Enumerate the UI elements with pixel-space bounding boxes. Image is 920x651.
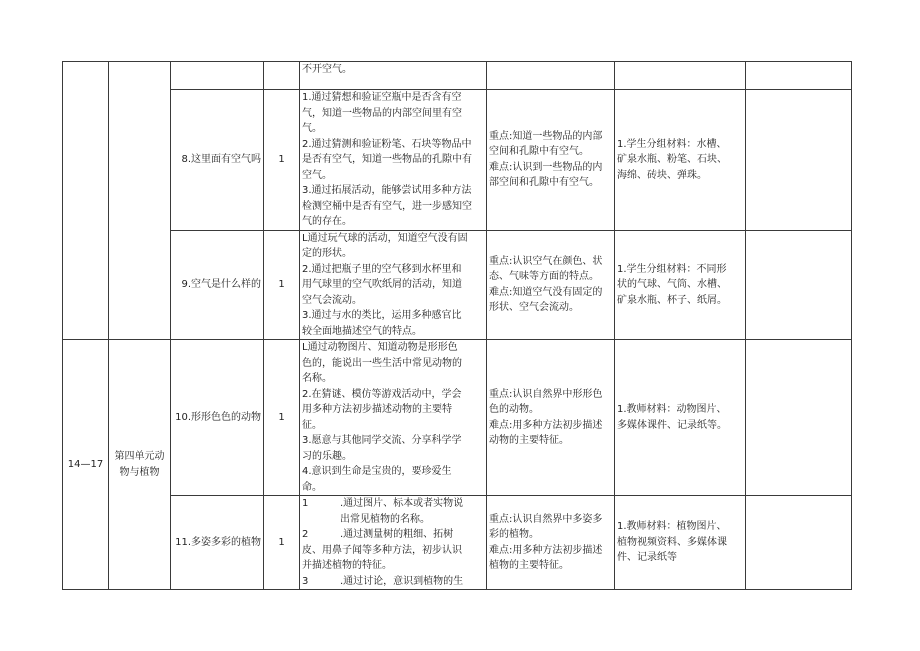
key-line: 态、气味等方面的特点。 [489, 271, 599, 283]
notes-cell [746, 340, 852, 496]
lesson-hours: 1 [264, 90, 300, 231]
lesson-hours: 1 [264, 496, 300, 590]
table-row [63, 230, 852, 340]
material-line: 状的气球、气筒、水槽、 [617, 279, 727, 290]
unit-cell [109, 62, 171, 340]
goals-cell [300, 90, 487, 231]
key-points-cell [487, 90, 615, 231]
goal-line: 2.通过把瓶子里的空气移到水杯里和 [302, 263, 462, 275]
unit-line: 物与植物 [119, 466, 160, 478]
key-line: 植物的主要特征。 [489, 560, 569, 571]
goals-cell [300, 496, 487, 590]
goal-line: 3.通过与水的类比，运用多种感官比 [302, 310, 462, 321]
goal-line: 2.通过猜测和验证粉笔、石块等物品中 [302, 138, 472, 150]
notes-cell [746, 230, 852, 340]
unit-line: 第四单元动 [114, 451, 165, 462]
material-line: 1.学生分组材料：不同形 [617, 263, 727, 275]
material-line: 1.教师材料：植物图片、 [617, 521, 727, 533]
goal-line: 出常见植物的名称。 [340, 513, 430, 525]
goal-line: 用气球里的空气吹纸屑的活动，知道 [302, 279, 462, 290]
table-row [63, 340, 852, 496]
goal-line: 习的乐趣。 [302, 450, 352, 462]
key-line: 难点:用多种方法初步描述 [489, 419, 603, 431]
key-points-cell [487, 230, 615, 340]
goal-line: 空气。 [302, 169, 332, 181]
lesson-title: 9.空气是什么样的 [171, 230, 264, 340]
key-line: 难点:用多种方法初步描述 [489, 544, 603, 556]
teaching-plan-table [62, 61, 852, 590]
table-row [63, 90, 852, 231]
material-line: 多媒体课件、记录纸等。 [617, 419, 727, 431]
key-line: 部空间和孔隙中有空气。 [489, 177, 599, 189]
key-points-cell [487, 340, 615, 496]
goal-line: 皮、用鼻子闻等多种方法，初步认识 [302, 544, 462, 556]
lesson-title: 8.这里面有空气吗 [171, 90, 264, 231]
goal-line: 空气会流动。 [302, 294, 362, 306]
notes-cell [746, 90, 852, 231]
goal-line: 2.在猜谜、模仿等游戏活动中，学会 [302, 388, 462, 400]
goal-line: 3 .通过讨论，意识到植物的生 [302, 575, 464, 587]
goal-line: 气。 [302, 123, 322, 134]
key-line: 重点:知道一些物品的内部 [489, 130, 603, 142]
material-line: 1.教师材料：动物图片、 [617, 404, 727, 415]
material-line: 1.学生分组材料：水槽、 [617, 138, 727, 150]
goal-line: L通过玩气球的活动，知道空气没有固 [302, 232, 468, 244]
goal-line: 用多种方法初步描述动物的主要特 [302, 404, 452, 415]
lesson-title: 11.多姿多彩的植物 [171, 496, 264, 590]
material-line: 件、记录纸等 [617, 552, 677, 564]
notes-cell [746, 496, 852, 590]
goal-line: 命。 [302, 481, 322, 493]
goal-line: 较全面地描述空气的特点。 [302, 325, 422, 337]
table-row [63, 496, 852, 590]
key-line: 空间和孔隙中有空气。 [489, 146, 589, 158]
lesson-cell [171, 62, 264, 90]
key-line: 彩的植物。 [489, 529, 539, 540]
goal-line: 征。 [302, 419, 322, 431]
lesson-hours: 1 [264, 340, 300, 496]
goal-line: 3.通过拓展活动，能够尝试用多种方法 [302, 185, 472, 196]
goals-cell [300, 230, 487, 340]
materials-cell [615, 340, 746, 496]
notes-cell [746, 62, 852, 90]
hours-cell [264, 62, 300, 90]
key-points-cell [487, 62, 615, 90]
goal-line: 色的，能说出一些生活中常见动物的 [302, 357, 462, 369]
materials-cell [615, 496, 746, 590]
table-row [63, 62, 852, 90]
goal-line: 气的存在。 [302, 216, 352, 227]
key-line: 色的动物。 [489, 404, 539, 415]
materials-cell [615, 230, 746, 340]
goal-line: 2 .通过测量树的粗细、拓树 [302, 529, 454, 540]
unit-title [109, 340, 171, 590]
key-line: 动物的主要特征。 [489, 435, 569, 446]
lesson-hours: 1 [264, 230, 300, 340]
key-line: 形状、空气会流动。 [489, 302, 579, 314]
week-cell [63, 62, 109, 340]
goal-line: 气，知道一些物品的内部空间里有空 [302, 107, 462, 119]
goals-cell [300, 62, 487, 90]
goal-line: 并描述植物的特征。 [302, 560, 392, 571]
goal-line: 是否有空气，知道一些物品的孔隙中有 [302, 154, 472, 165]
goal-line: 4.意识到生命是宝贵的，要珍爱生 [302, 466, 452, 477]
material-line: 海绵、砖块、弹珠。 [617, 169, 707, 181]
key-line: 重点:认识空气在颜色、状 [489, 255, 603, 267]
week-range: 14—17 [63, 340, 109, 590]
goal-line: 定的形状。 [302, 248, 352, 259]
materials-cell [615, 90, 746, 231]
material-line: 植物视频资料、多媒体课 [617, 536, 727, 548]
goal-line: 1.通过猜想和验证空瓶中是否含有空 [302, 92, 462, 103]
lesson-title: 10.形形色色的动物 [171, 340, 264, 496]
goal-line: 3.愿意与其他同学交流、分享科学学 [302, 435, 462, 446]
material-line: 矿泉水瓶、粉笔、石块、 [617, 154, 727, 165]
key-line: 难点:知道空气没有固定的 [489, 286, 603, 298]
key-line: 重点:认识自然界中多姿多 [489, 513, 603, 525]
goal-line: 不开空气。 [302, 64, 352, 75]
goal-line: 检测空桶中是否有空气，进一步感知空 [302, 200, 472, 212]
material-line: 矿泉水瓶、杯子、纸屑。 [617, 294, 727, 306]
key-line: 重点:认识自然界中形形色 [489, 388, 603, 400]
key-points-cell [487, 496, 615, 590]
key-line: 难点:认识到一些物品的内 [489, 161, 603, 173]
goals-cell [300, 340, 487, 496]
goal-line: 1 .通过图片、标本或者实物说 [302, 498, 464, 509]
goal-line: 名称。 [302, 373, 332, 384]
goal-line: L通过动物图片、知道动物是形形色 [302, 342, 458, 353]
materials-cell [615, 62, 746, 90]
